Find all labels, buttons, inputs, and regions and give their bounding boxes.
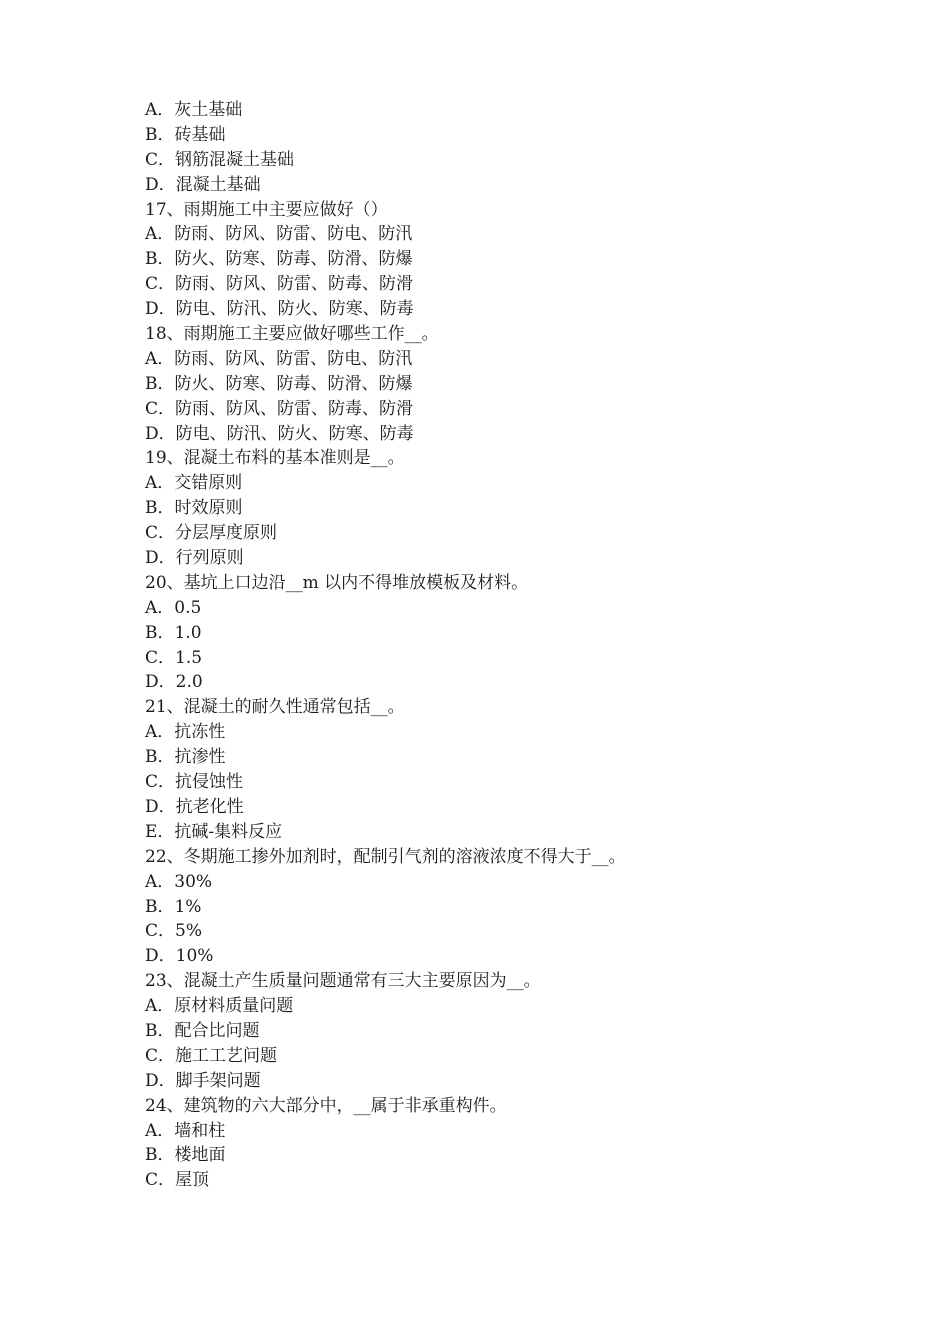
option-line: D．防电、防汛、防火、防寒、防毒 <box>145 423 414 444</box>
option-line: D．2.0 <box>145 672 203 693</box>
option-line: B．防火、防寒、防毒、防滑、防爆 <box>145 373 413 394</box>
option-line: D．10% <box>145 946 214 967</box>
question-18: 18、雨期施工主要应做好哪些工作__。 <box>145 324 439 345</box>
option-line: B．时效原则 <box>145 498 243 519</box>
option-line: A．30% <box>145 871 213 892</box>
question-19: 19、混凝土布料的基本准则是__。 <box>145 448 405 469</box>
question-22: 22、冬期施工掺外加剂时，配制引气剂的溶液浓度不得大于__。 <box>145 846 626 867</box>
question-23: 23、混凝土产生质量问题通常有三大主要原因为__。 <box>145 971 541 992</box>
option-line: E．抗碱-集料反应 <box>145 821 283 842</box>
option-line: D．防电、防汛、防火、防寒、防毒 <box>145 299 414 320</box>
option-line: C．1.5 <box>145 647 203 668</box>
option-line: C．抗侵蚀性 <box>145 772 244 793</box>
option-line: A．抗冻性 <box>145 722 226 743</box>
option-line: C．屋顶 <box>145 1170 210 1191</box>
option-line: C．5% <box>145 921 202 942</box>
option-line: B．1.0 <box>145 622 202 643</box>
option-line: A．防雨、防风、防雷、防电、防汛 <box>145 348 413 369</box>
option-line: B．楼地面 <box>145 1145 226 1166</box>
option-line: C．分层厚度原则 <box>145 523 278 544</box>
question-24: 24、建筑物的六大部分中，__属于非承重构件。 <box>145 1095 507 1116</box>
option-line: A．0.5 <box>145 597 202 618</box>
option-line: A．墙和柱 <box>145 1120 226 1141</box>
option-line: C．防雨、防风、防雷、防毒、防滑 <box>145 274 414 295</box>
option-line: D．脚手架问题 <box>145 1070 261 1091</box>
option-line: B．抗渗性 <box>145 747 226 768</box>
option-line: A．防雨、防风、防雷、防电、防汛 <box>145 224 413 245</box>
option-line: D．行列原则 <box>145 548 244 569</box>
option-line: C．防雨、防风、防雷、防毒、防滑 <box>145 398 414 419</box>
option-line: A．原材料质量问题 <box>145 996 294 1017</box>
option-line: D．抗老化性 <box>145 796 244 817</box>
question-20: 20、基坑上口边沿__m 以内不得堆放模板及材料。 <box>145 572 529 593</box>
option-line: C．钢筋混凝土基础 <box>145 149 295 170</box>
question-17: 17、雨期施工中主要应做好（） <box>145 199 388 220</box>
option-line: D．混凝土基础 <box>145 174 261 195</box>
option-line: B．砖基础 <box>145 124 226 145</box>
option-line: B．配合比问题 <box>145 1020 260 1041</box>
option-line: C．施工工艺问题 <box>145 1045 278 1066</box>
option-line: B．1% <box>145 896 202 917</box>
option-line: A．交错原则 <box>145 473 243 494</box>
document-body <box>145 98 845 1193</box>
option-line: A．灰土基础 <box>145 100 243 120</box>
option-line: B．防火、防寒、防毒、防滑、防爆 <box>145 249 413 270</box>
question-21: 21、混凝土的耐久性通常包括__。 <box>145 697 405 718</box>
